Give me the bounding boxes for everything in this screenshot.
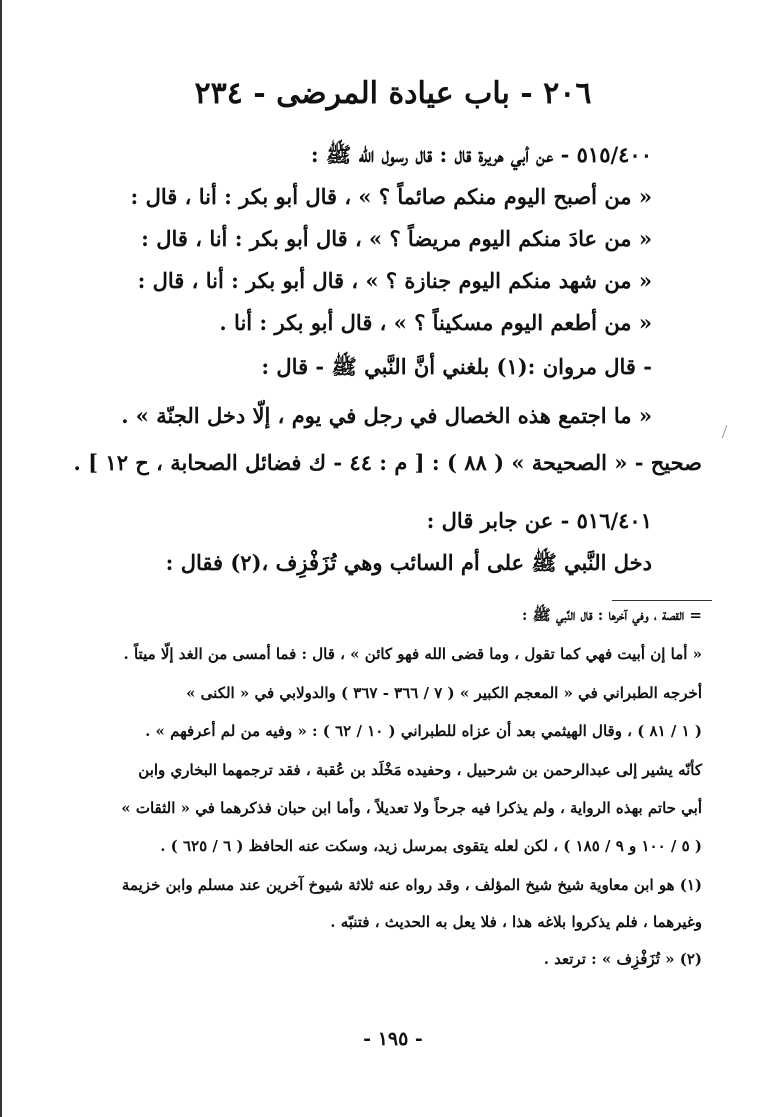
footnote-line-7: ( ٥ / ١٠٠ و ٩ / ١٨٥ ) ، لكن لعله يتقوى بمرسل زيد، وسكت عنه الحافظ ( ٦ / ٦٢٥ ) . [160,837,702,855]
footnote-line-8: (١) هو ابن معاوية شيخ شيخ المؤلف ، وقد رواه عنه ثلاثة شيوخ آخرين عند مسلم وابن خزيمة [121,876,702,894]
hadith-400-line-1: ٥١٥/٤٠٠ - عن أبي هريرة قال : قال رسول الله ﷺ : [310,142,652,167]
hadith-400-line-5: « من أطعم اليوم مسكيناً ؟ » ، قال أبو بكر : أنا . [219,310,652,335]
footnote-line-9: وغيرهما ، فلم يذكروا بلاغه هذا ، فلا يعل به الحديث ، فتنبّه . [330,913,702,931]
margin-mark [722,425,730,439]
hadith-400-line-3: « من عادَ منكم اليوم مريضاً ؟ » ، قال أبو بكر : أنا ، قال : [141,226,652,251]
footnote-line-5: كأنّه يشير إلى عبدالرحمن بن شرحبيل ، وحفيده مَخْلَد بن عُقبة ، فقد ترجمهما البخاري وابن [138,761,702,779]
hadith-400-line-2: « من أصبح اليوم منكم صائماً ؟ » ، قال أبو بكر : أنا ، قال : [130,184,652,209]
grade-reference: - « الصحيحة » ( ٨٨ ) : [ م : ٤٤ - ك فضائل الصحابة ، ح ١٢ ] . [73,450,651,475]
footnote-line-2: « أما إن أبيت فهي كما تقول ، وما قضى الله فهو كائن » ، قال : فما أمسى من الغد إلّا ميتاً . [123,645,702,663]
footnote-separator [612,600,712,601]
footnote-line-10: (٢) « تُزَفْزِف » : ترتعد . [543,950,702,968]
hadith-400-line-6: - قال مروان :(١) بلغني أنَّ النَّبي ﷺ - قال : [261,354,652,379]
hadith-401-line-1: ٥١٦/٤٠١ - عن جابر قال : [426,508,652,533]
hadith-400-grade [62,450,702,475]
footnote-line-1: = القصة ، وفي آخرها : قال النَّبي ﷺ : [521,606,702,624]
hadith-400-line-7: « ما اجتمع هذه الخصال في رجل في يوم ، إلّا دخل الجنّة » . [121,403,652,428]
footnote-line-6: أبي حاتم بهذه الرواية ، ولم يذكرا فيه جرحاً ولا تعديلاً ، وأما ابن حبان فذكرهما في « الثقات » [121,799,702,817]
footnote-line-4: ( ١ / ٨١ ) ، وقال الهيثمي بعد أن عزاه للطبراني ( ١٠ / ٦٢ ) : « وفيه من لم أعرفهم » . [145,722,702,740]
hadith-401-line-2: دخل النَّبي ﷺ على أم السائب وهي تُزَفْزِف ،(٢) فقال : [165,550,652,575]
hadith-400-line-4: « من شهد منكم اليوم جنازة ؟ » ، قال أبو بكر : أنا ، قال : [137,268,652,293]
page-number: - ١٩٥ - [363,1028,423,1050]
chapter-heading: ٢٠٦ - باب عيادة المرضى - ٢٣٤ [194,76,592,111]
footnote-line-3: أخرجه الطبراني في « المعجم الكبير » ( ٧ / ٣٦٦ - ٣٦٧ ) والدولابي في « الكنى » [186,684,702,702]
grade-label: صحيح [650,450,702,475]
